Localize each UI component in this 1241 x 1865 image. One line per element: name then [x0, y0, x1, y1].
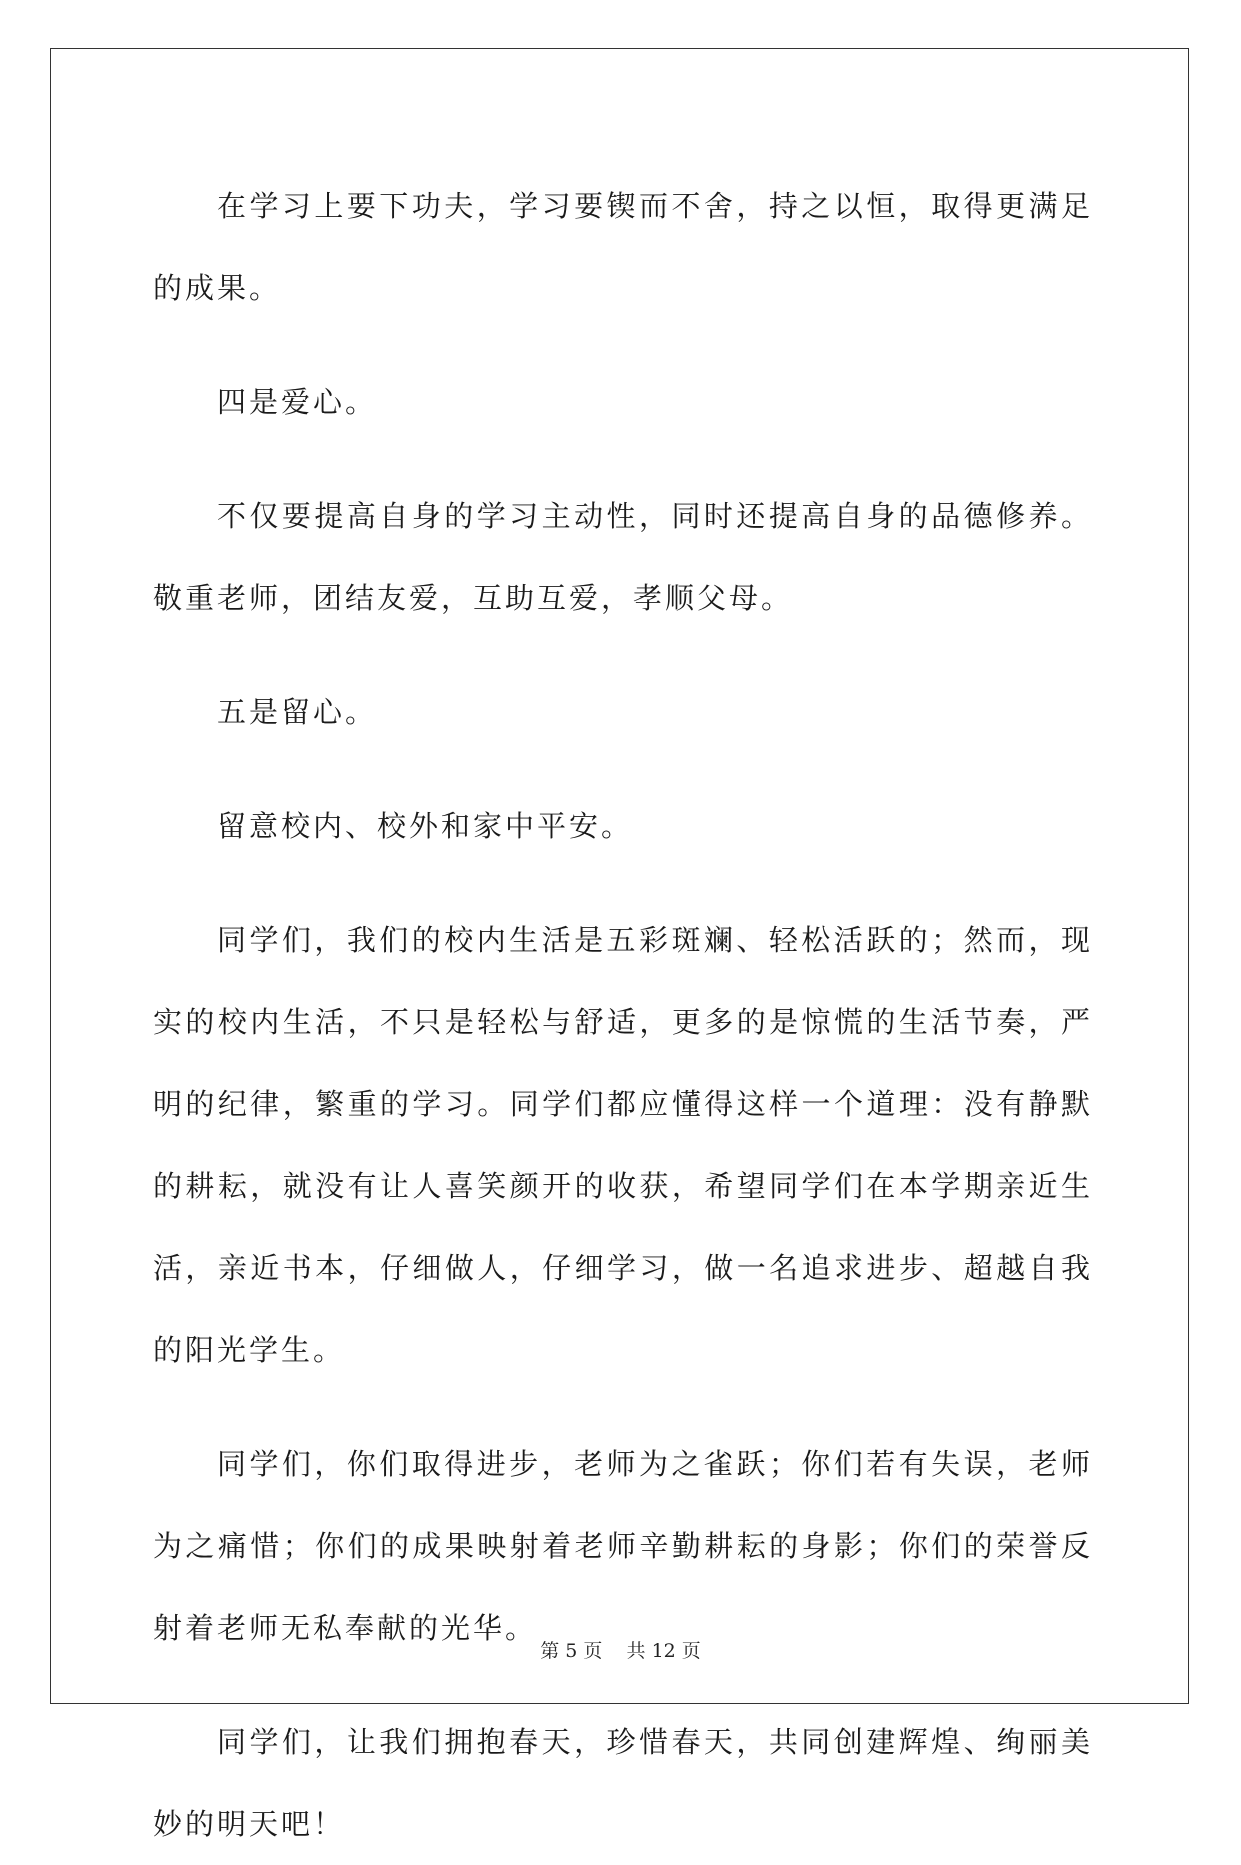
paragraph: 留意校内、校外和家中平安。	[217, 809, 634, 843]
paragraph: 五是留心。	[217, 695, 378, 729]
paragraph: 在学习上要下功夫，学习要锲而不舍，持之以恒，取得更满足的成果。	[153, 189, 1093, 305]
paragraph: 同学们，我们的校内生活是五彩斑斓、轻松活跃的；然而，现实的校内生活，不只是轻松与舒适，更多的是惊慌的生活节奏，严明的纪律，繁重的学习。同学们都应懂得这样一个道理：没有静默的耕耘，就没有让人喜笑颜开的收获，希望同学们在本学期亲近生活，亲近书本，仔细做人，仔细学习，做一名追求进步、超越自我的阳光学生。	[153, 923, 1093, 1367]
paragraph: 不仅要提高自身的学习主动性，同时还提高自身的品德修养。敬重老师，团结友爱，互助互爱，孝顺父母。	[153, 499, 1093, 615]
document-body	[153, 165, 1093, 1865]
page-footer	[0, 1636, 1241, 1663]
page-number-label: 第 5 页 共 12 页	[540, 1640, 701, 1662]
paragraph: 同学们，你们取得进步，老师为之雀跃；你们若有失误，老师为之痛惜；你们的成果映射着老师辛勤耕耘的身影；你们的荣誉反射着老师无私奉献的光华。	[153, 1447, 1093, 1645]
paragraph: 同学们，让我们拥抱春天，珍惜春天，共同创建辉煌、绚丽美妙的明天吧！	[153, 1725, 1093, 1841]
paragraph: 四是爱心。	[217, 385, 378, 419]
